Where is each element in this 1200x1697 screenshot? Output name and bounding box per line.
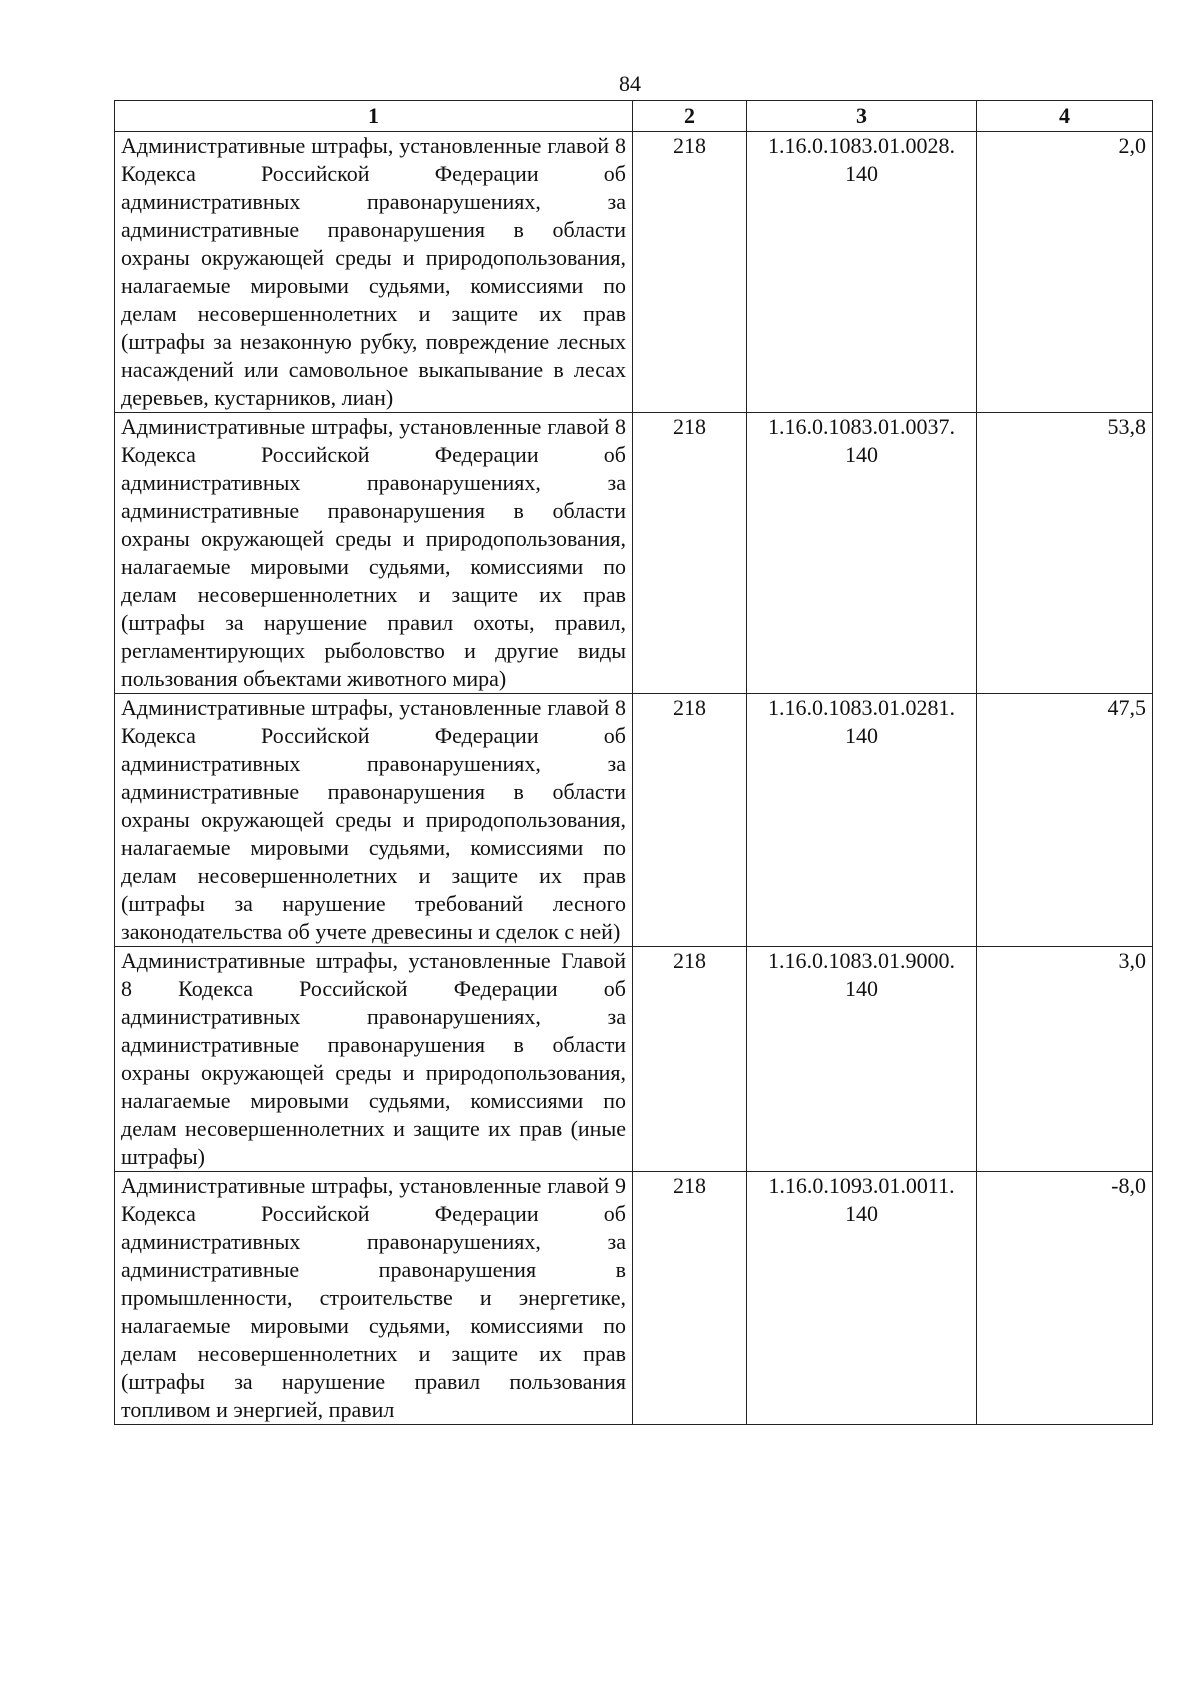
classification-code-cell — [747, 132, 977, 413]
income-name-cell: Административные штрафы, установленные главой 8 Кодекса Российской Федерации об административных правонарушениях, за административные правонарушения в области охраны окружающей среды и природопользования, налагаемые мировыми судьями, комиссиями по делам несовершеннолетних и защите их прав (штрафы за нарушение требований лесного законодательства об учете древесины и сделок с ней) — [115, 694, 633, 947]
classification-code-cell — [747, 413, 977, 694]
table-row — [115, 1172, 1153, 1425]
column-header-4: 4 — [977, 101, 1153, 132]
income-name-cell: Административные штрафы, установленные главой 8 Кодекса Российской Федерации об административных правонарушениях, за административные правонарушения в области охраны окружающей среды и природопользования, налагаемые мировыми судьями, комиссиями по делам несовершеннолетних и защите их прав (штрафы за незаконную рубку, повреждение лесных насаждений или самовольное выкапывание в лесах деревьев, кустарников, лиан) — [115, 132, 633, 413]
table-row — [115, 132, 1153, 413]
income-name-cell: Административные штрафы, установленные Главой 8 Кодекса Российской Федерации об административных правонарушениях, за административные правонарушения в области охраны окружающей среды и природопользования, налагаемые мировыми судьями, комиссиями по делам несовершеннолетних и защите их прав (иные штрафы) — [115, 947, 633, 1172]
classification-code-line2: 140 — [845, 976, 878, 1001]
classification-code-line2: 140 — [845, 723, 878, 748]
column-header-3: 3 — [747, 101, 977, 132]
column-header-2: 2 — [633, 101, 747, 132]
amount-cell: 47,5 — [977, 694, 1153, 947]
table-header-row — [115, 101, 1153, 132]
classification-code-cell — [747, 694, 977, 947]
classification-code-line2: 140 — [845, 161, 878, 186]
budget-table — [114, 100, 1153, 1425]
column-header-1: 1 — [115, 101, 633, 132]
classification-code-line1: 1.16.0.1083.01.0028. — [768, 133, 955, 158]
page-number: 84 — [619, 71, 641, 96]
admin-code-cell: 218 — [633, 413, 747, 694]
table-row — [115, 947, 1153, 1172]
admin-code-cell: 218 — [633, 1172, 747, 1425]
amount-cell: 2,0 — [977, 132, 1153, 413]
classification-code-line1: 1.16.0.1083.01.9000. — [768, 948, 955, 973]
table-row — [115, 413, 1153, 694]
classification-code-cell — [747, 947, 977, 1172]
classification-code-line1: 1.16.0.1083.01.0281. — [768, 695, 955, 720]
amount-cell: 3,0 — [977, 947, 1153, 1172]
classification-code-line2: 140 — [845, 442, 878, 467]
income-name-cell: Административные штрафы, установленные главой 8 Кодекса Российской Федерации об административных правонарушениях, за административные правонарушения в области охраны окружающей среды и природопользования, налагаемые мировыми судьями, комиссиями по делам несовершеннолетних и защите их прав (штрафы за нарушение правил охоты, правил, регламентирующих рыболовство и другие виды пользования объектами животного мира) — [115, 413, 633, 694]
classification-code-line2: 140 — [845, 1201, 878, 1226]
admin-code-cell: 218 — [633, 132, 747, 413]
classification-code-line1: 1.16.0.1083.01.0037. — [768, 414, 955, 439]
admin-code-cell: 218 — [633, 947, 747, 1172]
amount-cell: -8,0 — [977, 1172, 1153, 1425]
classification-code-line1: 1.16.0.1093.01.0011. — [768, 1173, 955, 1198]
table-row — [115, 694, 1153, 947]
amount-cell: 53,8 — [977, 413, 1153, 694]
income-name-cell: Административные штрафы, установленные главой 9 Кодекса Российской Федерации об административных правонарушениях, за административные правонарушения в промышленности, строительстве и энергетике, налагаемые мировыми судьями, комиссиями по делам несовершеннолетних и защите их прав (штрафы за нарушение правил пользования топливом и энергией, правил — [115, 1172, 633, 1425]
admin-code-cell: 218 — [633, 694, 747, 947]
classification-code-cell — [747, 1172, 977, 1425]
